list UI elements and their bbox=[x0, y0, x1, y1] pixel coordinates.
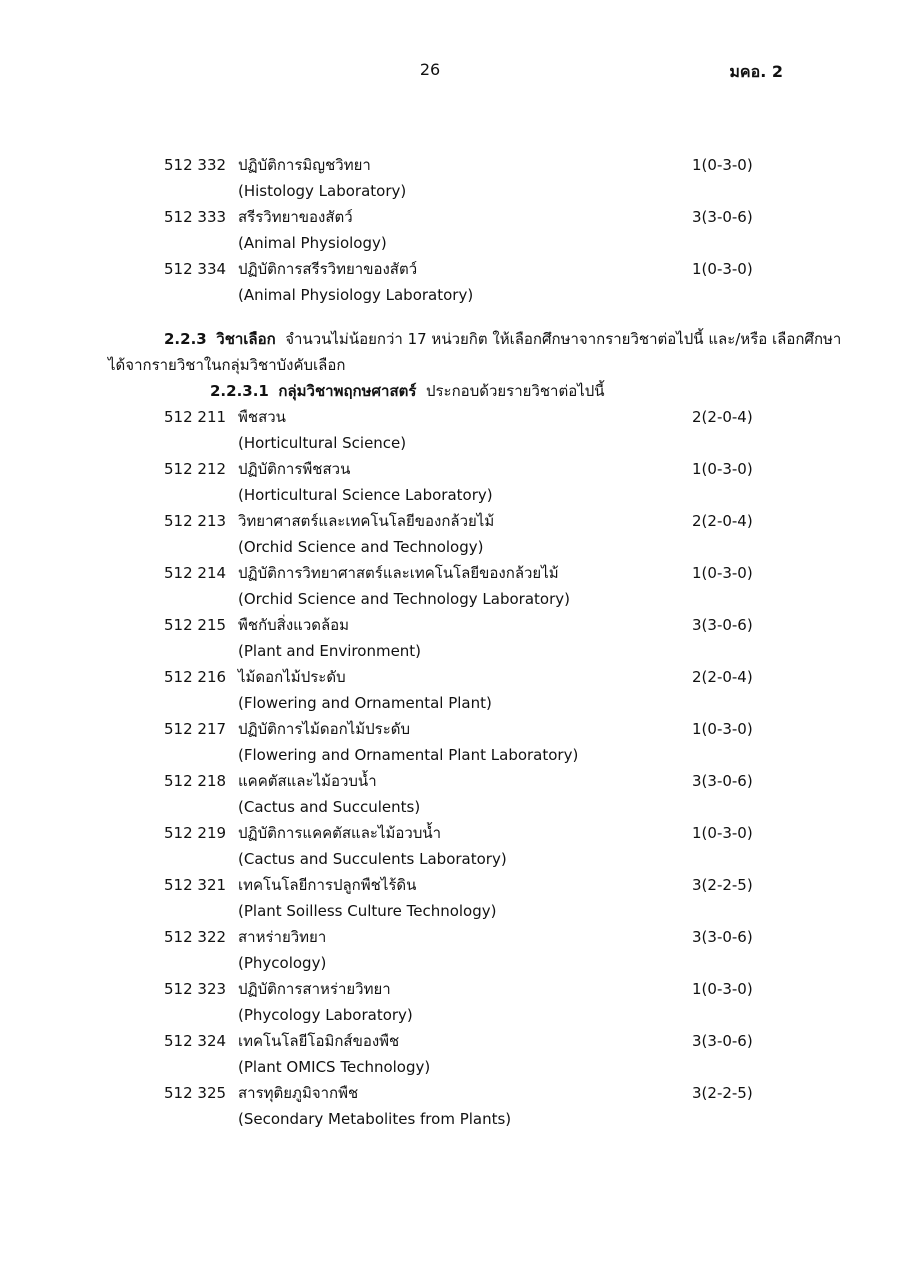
course-code: 512 323 bbox=[164, 980, 227, 998]
course-row-english bbox=[0, 482, 905, 508]
course-row bbox=[0, 872, 905, 898]
course-row bbox=[0, 664, 905, 690]
course-name-english: (Plant Soilless Culture Technology) bbox=[238, 902, 497, 920]
course-name-english: (Orchid Science and Technology) bbox=[238, 538, 484, 556]
section-text-line2: ได้จากรายวิชาในกลุ่มวิชาบังคับเลือก bbox=[108, 356, 346, 374]
section-number: 2.2.3 bbox=[164, 330, 207, 348]
course-code: 512 214 bbox=[164, 564, 227, 582]
course-name-english: (Cactus and Succulents Laboratory) bbox=[238, 850, 507, 868]
course-row-english bbox=[0, 898, 905, 924]
course-name-thai: เทคโนโลยีการปลูกพืชไร้ดิน bbox=[238, 876, 417, 894]
course-credits: 1(0-3-0) bbox=[692, 980, 753, 998]
course-row-english bbox=[0, 950, 905, 976]
course-row bbox=[0, 404, 905, 430]
course-row bbox=[0, 204, 905, 230]
course-row bbox=[0, 768, 905, 794]
course-row-english bbox=[0, 1002, 905, 1028]
subsection-text: ประกอบด้วยรายวิชาต่อไปนี้ bbox=[425, 382, 605, 400]
course-name-thai: ไม้ดอกไม้ประดับ bbox=[238, 668, 346, 686]
course-name-thai: ปฏิบัติการสรีรวิทยาของสัตว์ bbox=[238, 260, 418, 278]
course-code: 512 333 bbox=[164, 208, 227, 226]
course-code: 512 218 bbox=[164, 772, 227, 790]
course-row bbox=[0, 152, 905, 178]
course-name-english: (Horticultural Science) bbox=[238, 434, 407, 452]
course-code: 512 212 bbox=[164, 460, 227, 478]
course-credits: 1(0-3-0) bbox=[692, 564, 753, 582]
course-name-thai: ปฏิบัติการมิญชวิทยา bbox=[238, 156, 371, 174]
course-row bbox=[0, 508, 905, 534]
subsection-number: 2.2.3.1 bbox=[210, 382, 269, 400]
course-credits: 1(0-3-0) bbox=[692, 720, 753, 738]
course-row-english bbox=[0, 742, 905, 768]
course-name-english: (Flowering and Ornamental Plant Laboratory) bbox=[238, 746, 579, 764]
course-credits: 3(3-0-6) bbox=[692, 772, 753, 790]
course-credits: 2(2-0-4) bbox=[692, 668, 753, 686]
course-row-english bbox=[0, 794, 905, 820]
course-name-english: (Phycology Laboratory) bbox=[238, 1006, 413, 1024]
subsection-heading bbox=[210, 378, 605, 404]
course-credits: 1(0-3-0) bbox=[692, 460, 753, 478]
page-number: 26 bbox=[419, 60, 441, 79]
course-row-english bbox=[0, 230, 905, 256]
course-name-english: (Plant OMICS Technology) bbox=[238, 1058, 431, 1076]
course-name-thai: ปฏิบัติการไม้ดอกไม้ประดับ bbox=[238, 720, 411, 738]
course-credits: 2(2-0-4) bbox=[692, 512, 753, 530]
course-code: 512 211 bbox=[164, 408, 227, 426]
course-row bbox=[0, 1028, 905, 1054]
course-code: 512 324 bbox=[164, 1032, 227, 1050]
course-code: 512 219 bbox=[164, 824, 227, 842]
course-code: 512 332 bbox=[164, 156, 227, 174]
course-name-english: (Plant and Environment) bbox=[238, 642, 422, 660]
course-row-english bbox=[0, 638, 905, 664]
course-credits: 2(2-0-4) bbox=[692, 408, 753, 426]
course-credits: 3(3-0-6) bbox=[692, 1032, 753, 1050]
course-name-english: (Phycology) bbox=[238, 954, 327, 972]
course-name-thai: แคคตัสและไม้อวบน้ำ bbox=[238, 772, 377, 790]
course-name-english: (Cactus and Succulents) bbox=[238, 798, 421, 816]
subsection-title: กลุ่มวิชาพฤกษศาสตร์ bbox=[278, 382, 417, 400]
course-name-english: (Histology Laboratory) bbox=[238, 182, 407, 200]
course-row bbox=[0, 456, 905, 482]
course-name-thai: ปฏิบัติการพืชสวน bbox=[238, 460, 351, 478]
course-row-english bbox=[0, 690, 905, 716]
course-row bbox=[0, 1080, 905, 1106]
course-row-english bbox=[0, 534, 905, 560]
course-code: 512 334 bbox=[164, 260, 227, 278]
course-name-thai: ปฏิบัติการวิทยาศาสตร์และเทคโนโลยีของกล้วยไม้ bbox=[238, 564, 559, 582]
course-row-english bbox=[0, 430, 905, 456]
section-text-line1: จำนวนไม่น้อยกว่า 17 หน่วยกิต ให้เลือกศึกษาจากรายวิชาต่อไปนี้ และ/หรือ เลือกศึกษา bbox=[285, 330, 842, 348]
document-code: มคอ. 2 bbox=[729, 62, 783, 81]
course-code: 512 325 bbox=[164, 1084, 227, 1102]
course-code: 512 321 bbox=[164, 876, 227, 894]
course-credits: 3(3-0-6) bbox=[692, 616, 753, 634]
course-name-thai: พืชสวน bbox=[238, 408, 286, 426]
course-name-thai: วิทยาศาสตร์และเทคโนโลยีของกล้วยไม้ bbox=[238, 512, 495, 530]
course-code: 512 215 bbox=[164, 616, 227, 634]
course-row-english bbox=[0, 586, 905, 612]
course-name-english: (Animal Physiology) bbox=[238, 234, 387, 252]
course-code: 512 216 bbox=[164, 668, 227, 686]
course-name-english: (Orchid Science and Technology Laboratory) bbox=[238, 590, 570, 608]
course-row-english bbox=[0, 1106, 905, 1132]
course-name-thai: พืชกับสิ่งแวดล้อม bbox=[238, 616, 350, 634]
course-name-thai: ปฏิบัติการแคคตัสและไม้อวบน้ำ bbox=[238, 824, 442, 842]
course-credits: 3(3-0-6) bbox=[692, 208, 753, 226]
course-row bbox=[0, 716, 905, 742]
course-name-thai: ปฏิบัติการสาหร่ายวิทยา bbox=[238, 980, 391, 998]
course-list-botany bbox=[0, 404, 905, 1132]
course-row-english bbox=[0, 846, 905, 872]
course-row bbox=[0, 612, 905, 638]
course-row bbox=[0, 820, 905, 846]
course-credits: 1(0-3-0) bbox=[692, 260, 753, 278]
section-title: วิชาเลือก bbox=[216, 330, 276, 348]
course-credits: 1(0-3-0) bbox=[692, 824, 753, 842]
course-row bbox=[0, 560, 905, 586]
course-code: 512 322 bbox=[164, 928, 227, 946]
course-row-english bbox=[0, 178, 905, 204]
course-code: 512 217 bbox=[164, 720, 227, 738]
course-credits: 1(0-3-0) bbox=[692, 156, 753, 174]
course-row-english bbox=[0, 282, 905, 308]
course-name-thai: สาหร่ายวิทยา bbox=[238, 928, 327, 946]
section-heading-line bbox=[164, 326, 841, 352]
course-row bbox=[0, 924, 905, 950]
course-name-english: (Secondary Metabolites from Plants) bbox=[238, 1110, 512, 1128]
course-credits: 3(2-2-5) bbox=[692, 1084, 753, 1102]
course-credits: 3(2-2-5) bbox=[692, 876, 753, 894]
course-name-english: (Horticultural Science Laboratory) bbox=[238, 486, 493, 504]
course-name-thai: สารทุติยภูมิจากพืช bbox=[238, 1084, 359, 1102]
course-row-english bbox=[0, 1054, 905, 1080]
course-name-thai: เทคโนโลยีโอมิกส์ของพืช bbox=[238, 1032, 400, 1050]
course-code: 512 213 bbox=[164, 512, 227, 530]
course-list-core bbox=[0, 152, 905, 308]
course-name-thai: สรีรวิทยาของสัตว์ bbox=[238, 208, 353, 226]
course-credits: 3(3-0-6) bbox=[692, 928, 753, 946]
course-name-english: (Animal Physiology Laboratory) bbox=[238, 286, 474, 304]
course-name-english: (Flowering and Ornamental Plant) bbox=[238, 694, 492, 712]
course-row bbox=[0, 976, 905, 1002]
course-row bbox=[0, 256, 905, 282]
